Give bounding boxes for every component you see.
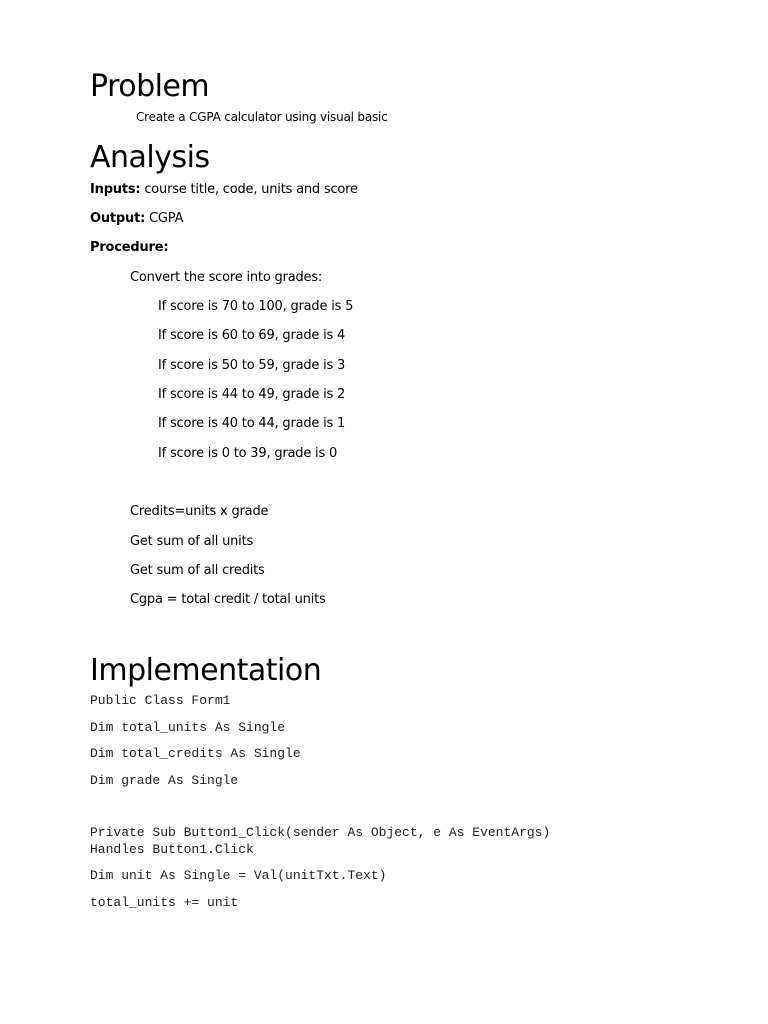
code-line: Dim unit As Single = Val(unitTxt.Text) [90, 868, 387, 883]
code-line: Dim total_units As Single [90, 720, 286, 735]
implementation-heading: Implementation [90, 653, 322, 688]
procedure-step: Cgpa = total credit / total units [130, 592, 326, 607]
analysis-heading: Analysis [90, 140, 210, 175]
output-line [90, 210, 183, 228]
problem-text: Create a CGPA calculator using visual basic [136, 110, 388, 124]
grade-rule: If score is 60 to 69, grade is 4 [158, 328, 346, 343]
inputs-line [90, 181, 358, 199]
procedure-label: Procedure: [90, 240, 169, 255]
grade-rule: If score is 70 to 100, grade is 5 [158, 299, 354, 314]
code-line: Dim grade As Single [90, 773, 239, 788]
output-value: CGPA [145, 211, 184, 226]
code-line: Dim total_credits As Single [90, 746, 301, 761]
problem-heading: Problem [90, 69, 210, 104]
output-label: Output: [90, 211, 146, 226]
code-line: Private Sub Button1_Click(sender As Object, e As EventArgs) [90, 825, 551, 840]
procedure-step: Get sum of all units [130, 534, 254, 549]
procedure-step: Get sum of all credits [130, 563, 265, 578]
code-line: total_units += unit [90, 895, 239, 910]
grade-rule: If score is 40 to 44, grade is 1 [158, 416, 346, 431]
inputs-label: Inputs: [90, 182, 141, 197]
grade-rule: If score is 44 to 49, grade is 2 [158, 387, 346, 402]
code-line: Public Class Form1 [90, 693, 231, 708]
grade-rule: If score is 0 to 39, grade is 0 [158, 446, 338, 461]
convert-intro: Convert the score into grades: [130, 270, 323, 285]
grade-rule: If score is 50 to 59, grade is 3 [158, 358, 346, 373]
code-line: Handles Button1.Click [90, 842, 254, 857]
inputs-value: course title, code, units and score [140, 182, 358, 197]
procedure-step: Credits=units x grade [130, 504, 269, 519]
